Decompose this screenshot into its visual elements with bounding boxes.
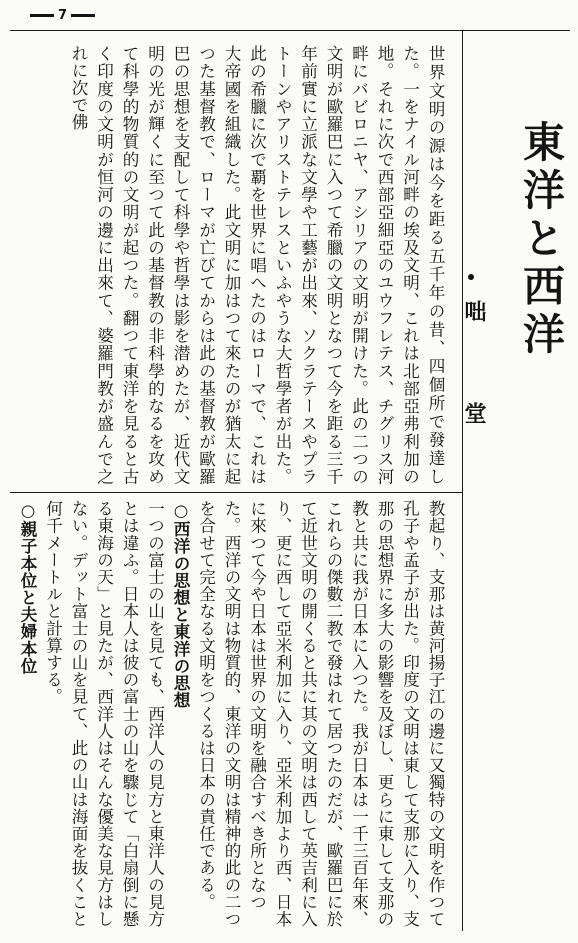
page-number-dash-right xyxy=(71,14,95,17)
section-heading-family: ○親子本位と夫婦本位 xyxy=(18,500,38,675)
top-rule xyxy=(10,30,570,31)
middle-rule xyxy=(10,492,462,493)
body-paragraph: 教起り、支那は黄河揚子江の邊に又獨特の文明を作つて孔子や孟子が出た。印度の文明は東して支那に入り、支那の思想界に多大の影響を及ぼし、更らに東して支那の教と共に我が日本に入つた。我が日本は一千三百年來、これらの傑數二教で發はれて居つたのだが、歐羅巴に於て近世文明の開くると共に其の文明は西して英吉利に入り、更に西して亞米利加に入り、亞米利加より西、日本に來つて今や日本は世界の文明を融合すべき所となつた。西洋の文明は物質的、東洋の文明は精神的此の二つを合せて完全なる文明をつくるは日本の責任である。 xyxy=(196,500,445,928)
page-number-dash-left xyxy=(30,14,54,17)
section-paragraph-fuji: 一つの富士の山を見ても、西洋人の見方と東洋人の見方とは違ふ。日本人は彼の富士の山を驟じて「白扇倒に懸る東海の天」と見たが、西洋人はそんな優美な見方はしない。デット富士の山を見て、此の山は海面を抜くこと何千メートルと計算する。 xyxy=(43,500,165,928)
article-body-upper: 世界文明の源は今を距る五千年の昔、四個所で發達した。一をナイル河畔の埃及文明、これは北部亞弗利加の地。それに次で西部亞細亞のユウフレテス、チグリス河畔にバビロニヤ、アシリアの文明が開けた。此の二つの文明が歐羅巴に入つて希臘の文明となつて今を距る三千年前實に立派な文學や工藝が出來、ソクラテースやプラトーンやアリストテレスといふやうな大哲學者が出た。此の希臘に次で覇を世界に唱へたのはローマで、これは大帝國を組織した。此文明に加はつて來たのが猶太に起つた基督教で、ローマが亡びてからは此の基督教が歐羅巴の思想を支配して科學や哲學は影を潜めたが、近代文明の光が輝くに至つて此の基督教の非科學的なるを攻めて科學的物質的の文明が起つた。翻つて東洋を見ると古く印度の文明が恒河の邊に出來て、婆羅門教が盛んで之れに次で佛 xyxy=(69,45,445,485)
article-author: 咄堂 xyxy=(461,300,486,504)
author-bullet xyxy=(468,274,474,280)
article-body-lower xyxy=(14,500,448,930)
section-heading-west-east: ○西洋の思想と東洋の思想 xyxy=(171,500,191,709)
page-number-text: 7 xyxy=(58,8,68,23)
article-title: 東洋と西洋 xyxy=(517,120,566,360)
page-number xyxy=(26,8,99,23)
